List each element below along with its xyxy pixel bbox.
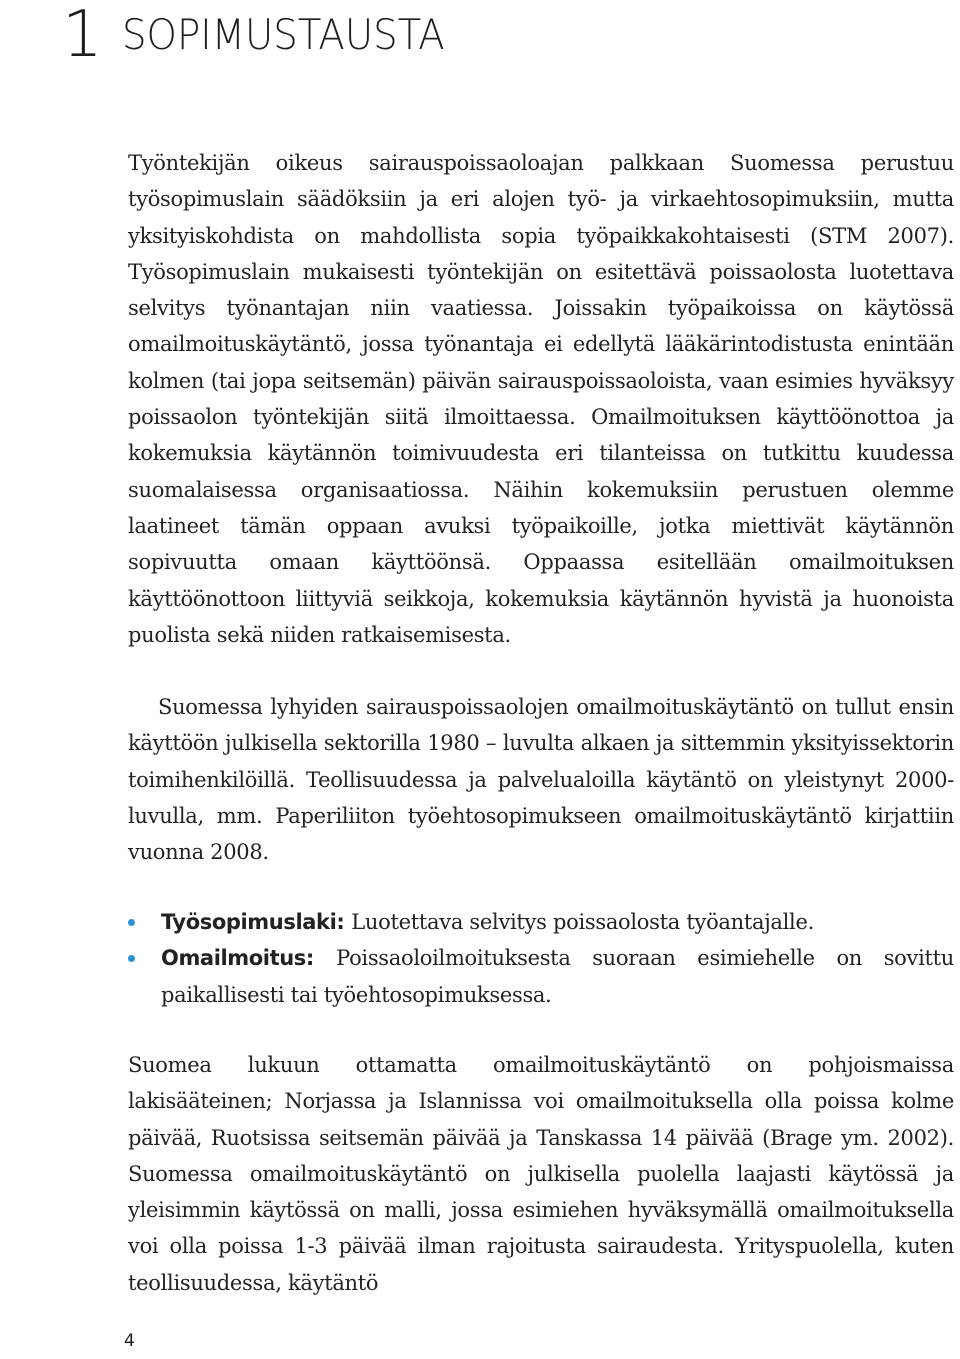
body-paragraph-nordic: Suomea lukuun ottamatta omailmoituskäytäntö on pohjoismaissa lakisääteinen; Norjassa ja Islannissa voi omailmoituksella olla poissa kolme päivää, Ruotsissa seitsemän päivää ja Tanskassa 14 päivää (Brage ym. 2002). Suomessa omailmoituskäytäntö on julkisella puolella laajasti käytössä ja yleisimmin käytössä on malli, jossa esimiehen hyväksymällä omailmoituksella voi olla poissa 1-3 päivää ilman rajoitusta sairaudesta. Yrityspuolella, kuten teollisuudessa, käytäntö	[128, 1053, 954, 1295]
key-points-list	[128, 904, 954, 1013]
bullet-dot-icon	[128, 919, 135, 926]
list-item	[128, 904, 954, 940]
bullet-term: Työsopimuslaki:	[161, 910, 352, 934]
body-paragraph-intro: Työntekijän oikeus sairauspoissaoloajan palkkaan Suomessa perustuu työsopimuslain säädöksiin ja eri alojen työ- ja virkaehtosopimuksiin, mutta yksityiskohdista on mahdollista sopia työpaikkakohtaisesti (STM 2007). Työsopimuslain mukaisesti työntekijän on esitettävä poissaolosta luotettava selvitys työnantajan niin vaatiessa. Joissakin työpaikoissa on käytössä omailmoituskäytäntö, jossa työnantaja ei edellytä lääkärintodistusta enintään kolmen (tai jopa seitsemän) päivän sairauspoissaoloista, vaan esimies hyväksyy poissaolon työntekijän siitä ilmoittaessa. Omailmoituksen käyttöönottoa ja kokemuksia käytännön toimivuudesta eri tilanteissa on tutkittu kuudessa suomalaisessa organisaatiossa. Näihin kokemuksiin perustuen olemme laatineet tämän oppaan avuksi työpaikoille, jotka miettivät käytännön sopivuutta omaan käyttöönsä. Oppaassa esitellään omailmoituksen käyttöönottoon liittyviä seikkoja, kokemuksia käytännön hyvistä ja huonoista puolista sekä niiden ratkaisemisesta.	[128, 151, 954, 647]
bullet-dot-icon	[128, 955, 135, 962]
bullet-term: Omailmoitus:	[161, 946, 337, 971]
chapter-number: 1	[62, 0, 102, 72]
bullet-text: Luotettava selvitys poissaolosta työantajalle.	[351, 910, 814, 934]
chapter-heading	[62, 0, 472, 80]
page-number: 4	[124, 1331, 135, 1351]
chapter-title: SOPIMUSTAUSTA	[121, 10, 445, 59]
body-paragraph-history: Suomessa lyhyiden sairauspoissaolojen omailmoituskäytäntö on tullut ensin käyttöön julkisella sektorilla 1980 – luvulta alkaen ja sittemmin yksityissektorin toimihenkilöillä. Teollisuudessa ja palvelualoilla käytäntö on yleistynyt 2000-luvulla, mm. Paperiliiton työehtosopimukseen omailmoituskäytäntö kirjattiin vuonna 2008.	[128, 695, 954, 865]
bullet-text: Poissaoloilmoituksesta suoraan esimiehelle on sovittu paikallisesti tai työehtosopimuksessa.	[161, 946, 954, 1007]
list-item	[128, 940, 954, 1013]
